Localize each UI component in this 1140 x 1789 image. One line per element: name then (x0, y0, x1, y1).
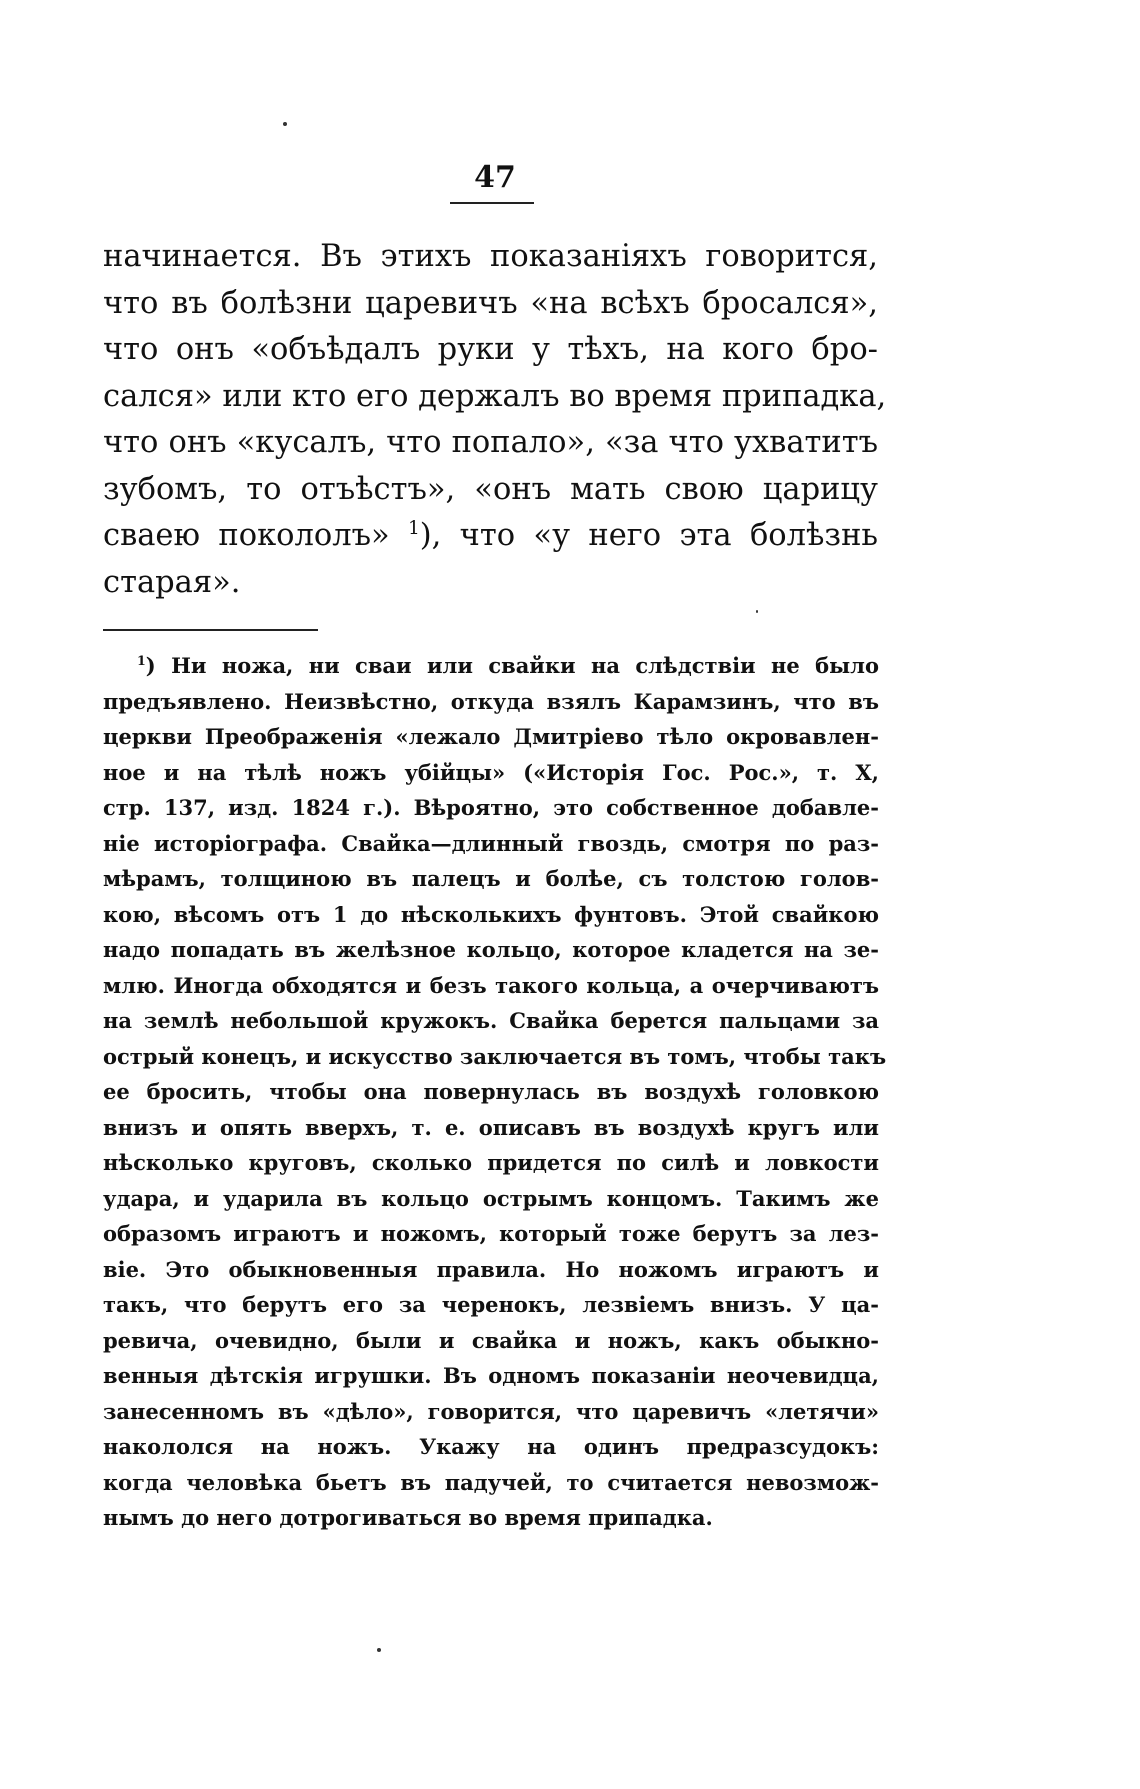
footnote-line: удара, и ударила въ кольцо острымъ концомъ. Такимъ же (103, 1185, 879, 1211)
footnote-line: нѣсколько круговъ, сколько придется по силѣ и ловкости (103, 1150, 879, 1175)
print-speck (377, 1648, 381, 1652)
main-line: что въ болѣзни царевичъ «на всѣхъ бросался», (103, 285, 878, 321)
main-line: что онъ «объѣдалъ руки у тѣхъ, на кого бро- (103, 332, 878, 367)
footnote-line: стр. 137, изд. 1824 г.). Вѣроятно, это собственное добавле- (103, 795, 879, 820)
footnote-line: предъявлено. Неизвѣстно, откуда взялъ Карамзинъ, что въ (103, 688, 879, 714)
footnote-line: надо попадать въ желѣзное кольцо, которое кладется на зе- (103, 937, 879, 962)
footnote-line: млю. Иногда обходятся и безъ такого кольца, а очерчиваютъ (103, 972, 879, 998)
footnote-line: церкви Преображенія «лежало Дмитріево тѣло окровавлен- (103, 724, 879, 749)
footnote-reference: 1 (408, 517, 420, 539)
main-line: что онъ «кусалъ, что попало», «за что ухватитъ (103, 425, 878, 460)
footnote-line: кою, вѣсомъ отъ 1 до нѣсколькихъ фунтовъ. Этой свайкою (103, 901, 879, 927)
footnote-line: нымъ до него дотрогиваться во время припадка. (103, 1505, 713, 1530)
footnote-line: накололся на ножъ. Укажу на одинъ предразсудокъ: (103, 1434, 879, 1459)
page-number-underline (450, 202, 534, 204)
footnote-line: на землѣ небольшой кружокъ. Свайка берется пальцами за (103, 1008, 879, 1033)
footnote-line (103, 648, 879, 684)
main-line-with-footnote-ref (103, 513, 878, 560)
footnote (103, 648, 887, 1536)
footnote-marker: 1 (137, 653, 146, 668)
main-line: начинается. Въ этихъ показаніяхъ говорится, (103, 239, 878, 274)
page-number: 47 (474, 160, 516, 195)
footnote-line: ніе исторіографа. Свайка—длинный гвоздь, смотря по раз- (103, 830, 879, 856)
footnote-line: образомъ играютъ и ножомъ, который тоже берутъ за лез- (103, 1221, 879, 1246)
footnote-line: мѣрамъ, толщиною въ палецъ и болѣе, съ толстою голов- (103, 866, 879, 891)
main-line-part: ), что «у него эта болѣзнь (419, 518, 879, 553)
footnote-line: віе. Это обыкновенныя правила. Но ножомъ играютъ и (103, 1256, 879, 1282)
footnote-line: такъ, что берутъ его за черенокъ, лезвіемъ внизъ. У ца- (103, 1292, 879, 1317)
footnote-separator (103, 629, 318, 631)
footnote-line: ее бросить, чтобы она повернулась въ воздухѣ головкою (103, 1079, 879, 1104)
footnote-line-text: ) Ни ножа, ни сваи или свайки на слѣдствіи не было (145, 653, 879, 678)
print-speck (756, 610, 758, 613)
main-paragraph (103, 234, 887, 606)
main-line: старая». (103, 564, 241, 600)
footnote-line: внизъ и опять вверхъ, т. е. описавъ въ воздухѣ кругъ или (103, 1114, 879, 1140)
footnote-line: занесенномъ въ «дѣло», говорится, что царевичъ «летячи» (103, 1398, 879, 1424)
main-line: зубомъ, то отъѣстъ», «онъ мать свою царицу (103, 471, 878, 507)
footnote-line: когда человѣка бьетъ въ падучей, то считается невозмож- (103, 1469, 879, 1495)
footnote-line: венныя дѣтскія игрушки. Въ одномъ показаніи неочевидца, (103, 1363, 879, 1388)
print-speck (283, 122, 287, 126)
main-line: сался» или кто его держалъ во время припадка, (103, 378, 887, 414)
footnote-line: ревича, очевидно, были и свайка и ножъ, какъ обыкно- (103, 1327, 879, 1353)
main-line-part: сваею покололъ» (103, 518, 390, 553)
footnote-line: острый конецъ, и искусство заключается въ томъ, чтобы такъ (103, 1043, 887, 1069)
footnote-line: ное и на тѣлѣ ножъ убійцы» («Исторія Гос. Рос.», т. X, (103, 759, 879, 785)
